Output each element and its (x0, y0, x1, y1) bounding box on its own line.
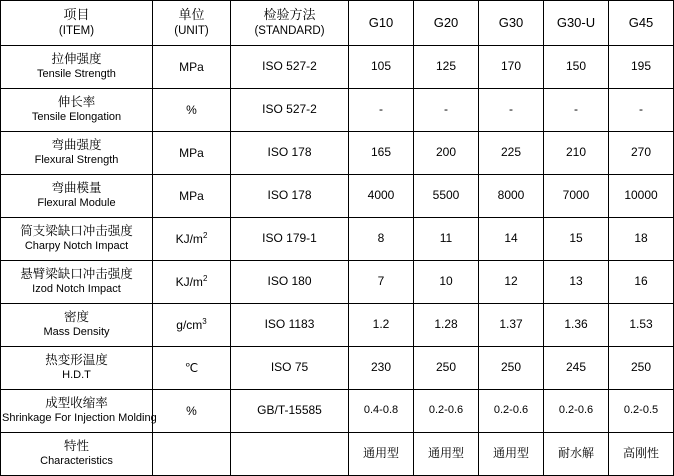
row-standard: ISO 179-1 (231, 217, 349, 260)
row-value: 195 (609, 45, 674, 88)
row-value: 4000 (349, 174, 414, 217)
table-row (1, 389, 674, 432)
row-value: 200 (414, 131, 479, 174)
row-item (1, 88, 153, 131)
row-unit: % (153, 389, 231, 432)
row-value: - (609, 88, 674, 131)
header-item-en: (ITEM) (58, 24, 95, 37)
row-value: 250 (609, 346, 674, 389)
row-value: 1.37 (479, 303, 544, 346)
row-unit: ℃ (153, 346, 231, 389)
row-value: 270 (609, 131, 674, 174)
row-value: 1.36 (544, 303, 609, 346)
row-value: 170 (479, 45, 544, 88)
row-item (1, 432, 153, 475)
row-item (1, 303, 153, 346)
row-value: 10000 (609, 174, 674, 217)
row-value: 13 (544, 260, 609, 303)
row-value: 105 (349, 45, 414, 88)
header-grade-g20: G20 (414, 1, 479, 46)
row-value: 5500 (414, 174, 479, 217)
table-row (1, 346, 674, 389)
row-unit: MPa (153, 131, 231, 174)
header-unit-cn: 单位 (178, 7, 205, 23)
header-unit-en: (UNIT) (174, 24, 209, 37)
row-item-en: Shrinkage For Injection Molding (2, 411, 157, 424)
row-value: 0.2-0.6 (414, 389, 479, 432)
row-unit: $KJ/m^2$ (153, 260, 231, 303)
row-value: - (479, 88, 544, 131)
table-row (1, 174, 674, 217)
row-value: 通用型 (414, 432, 479, 475)
row-item (1, 45, 153, 88)
row-item-cn: 伸长率 (57, 94, 96, 109)
row-item-cn: 密度 (63, 310, 89, 325)
row-standard: ISO 178 (231, 131, 349, 174)
row-item (1, 131, 153, 174)
header-grade-g30: G30 (479, 1, 544, 46)
table-row (1, 303, 674, 346)
row-value: 14 (479, 217, 544, 260)
row-value: - (544, 88, 609, 131)
table-header-row (1, 1, 674, 46)
row-value: 1.28 (414, 303, 479, 346)
table-row (1, 217, 674, 260)
row-item-cn: 弯曲模量 (51, 181, 102, 196)
row-value: 0.2-0.6 (479, 389, 544, 432)
header-item-cn: 项目 (63, 7, 90, 23)
row-value: 250 (479, 346, 544, 389)
header-standard-en: (STANDARD) (254, 24, 325, 37)
row-value: 230 (349, 346, 414, 389)
row-value: 0.2-0.5 (609, 389, 674, 432)
row-item-en: Mass Density (43, 325, 110, 338)
row-value: 125 (414, 45, 479, 88)
row-standard: ISO 178 (231, 174, 349, 217)
table-row (1, 88, 674, 131)
row-item (1, 346, 153, 389)
row-value: - (414, 88, 479, 131)
row-standard: GB/T-15585 (231, 389, 349, 432)
header-grade-g10: G10 (349, 1, 414, 46)
header-unit (153, 1, 231, 46)
row-item-cn: 弯曲强度 (51, 137, 102, 152)
row-value: 11 (414, 217, 479, 260)
row-unit: $g/cm^3$ (153, 303, 231, 346)
row-value: 225 (479, 131, 544, 174)
row-item-en: Tensile Elongation (31, 110, 122, 123)
row-value: 165 (349, 131, 414, 174)
row-item-cn: 成型收缩率 (45, 396, 108, 411)
row-value: 18 (609, 217, 674, 260)
row-item-cn: 简支梁缺口冲击强度 (20, 224, 133, 239)
row-item-cn: 特性 (63, 439, 89, 454)
row-value: 1.53 (609, 303, 674, 346)
row-item-cn: 悬臂梁缺口冲击强度 (20, 267, 133, 282)
row-value: 0.4-0.8 (349, 389, 414, 432)
row-item-en: Characteristics (40, 454, 113, 467)
row-value: 10 (414, 260, 479, 303)
row-item-en: Flexural Strength (34, 153, 119, 166)
row-value: 8 (349, 217, 414, 260)
row-value: 250 (414, 346, 479, 389)
row-item (1, 260, 153, 303)
row-value: 0.2-0.6 (544, 389, 609, 432)
row-item-en: Charpy Notch Impact (24, 239, 129, 252)
row-value: 高刚性 (609, 432, 674, 475)
row-item-en: Tensile Strength (37, 67, 116, 80)
row-value: 通用型 (349, 432, 414, 475)
row-value: 8000 (479, 174, 544, 217)
row-value: 7 (349, 260, 414, 303)
row-unit (153, 432, 231, 475)
row-item (1, 217, 153, 260)
row-standard (231, 432, 349, 475)
table-row (1, 260, 674, 303)
table-row (1, 432, 674, 475)
row-unit: % (153, 88, 231, 131)
row-standard: ISO 75 (231, 346, 349, 389)
row-value: 245 (544, 346, 609, 389)
row-value: 15 (544, 217, 609, 260)
row-standard: ISO 527-2 (231, 88, 349, 131)
header-grade-g45: G45 (609, 1, 674, 46)
table-row (1, 45, 674, 88)
row-unit: MPa (153, 174, 231, 217)
row-item-en: Flexural Module (37, 196, 116, 209)
row-value: 16 (609, 260, 674, 303)
row-standard: ISO 527-2 (231, 45, 349, 88)
header-standard (231, 1, 349, 46)
row-value: - (349, 88, 414, 131)
row-value: 通用型 (479, 432, 544, 475)
row-item (1, 174, 153, 217)
header-grade-g30u: G30-U (544, 1, 609, 46)
header-standard-cn: 检验方法 (263, 7, 316, 23)
row-value: 1.2 (349, 303, 414, 346)
row-value: 150 (544, 45, 609, 88)
row-item-en: Izod Notch Impact (32, 282, 121, 295)
row-item-cn: 热变形温度 (45, 353, 108, 368)
row-value: 210 (544, 131, 609, 174)
header-item (1, 1, 153, 46)
table-row (1, 131, 674, 174)
row-value: 7000 (544, 174, 609, 217)
row-unit: MPa (153, 45, 231, 88)
row-value: 12 (479, 260, 544, 303)
row-standard: ISO 180 (231, 260, 349, 303)
row-item (1, 389, 157, 432)
row-value: 耐水解 (544, 432, 609, 475)
row-item-cn: 拉伸强度 (51, 51, 102, 66)
row-standard: ISO 1183 (231, 303, 349, 346)
row-item-en: H.D.T (62, 368, 91, 381)
row-unit: $KJ/m^2$ (153, 217, 231, 260)
